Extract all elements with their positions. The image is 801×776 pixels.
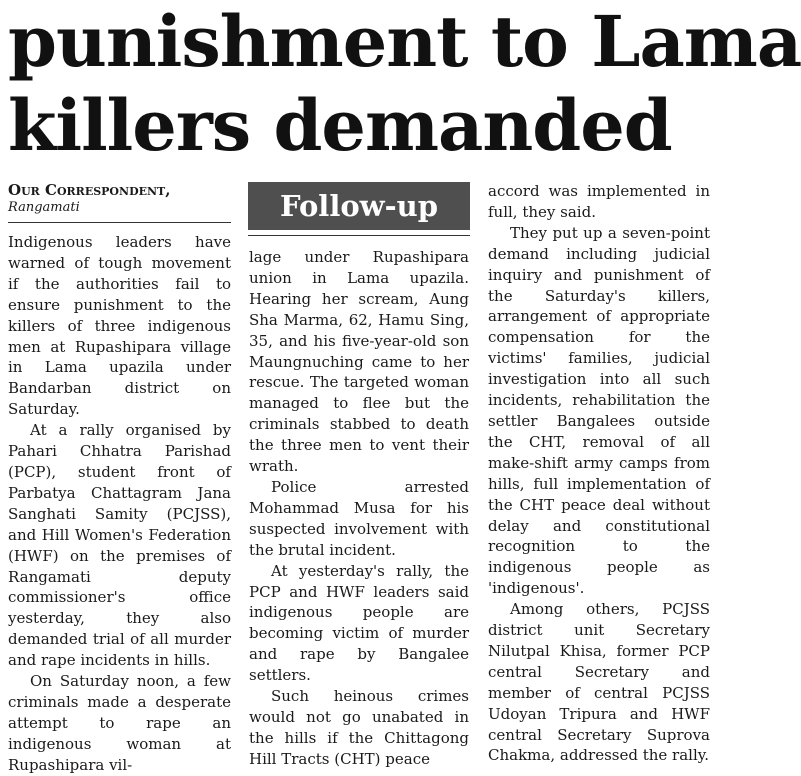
byline <box>8 181 231 223</box>
byline-author: Our Correspondent, <box>8 181 171 199</box>
paragraph: Indigenous leaders have warned of tough movement if the authorities fail to ensure punishment to the killers of three indigenous men at Rupashipara village in Lama upazila under Bandarban district on Saturday. <box>8 233 231 419</box>
article-column-2 <box>249 247 469 770</box>
article-column-1 <box>8 232 231 776</box>
badge-divider <box>248 235 470 236</box>
headline <box>8 0 801 168</box>
paragraph: Such heinous crimes would not go unabated in the hills if the Chittagong Hill Tracts (CHT) peace <box>249 687 469 768</box>
byline-location: Rangamati <box>8 200 80 215</box>
paragraph: accord was implemented in full, they said. <box>488 182 710 221</box>
section-badge: Follow-up <box>248 182 470 230</box>
paragraph: They put up a seven-point demand including judicial inquiry and punishment of the Saturday's killers, arrangement of appropriate compensation for the victims' families, judicial investigation into all such incidents, rehabilitation the settler Bangalees outside the CHT, removal of all make-shift army camps from hills, full implementation of the CHT peace deal without delay and constitutional recognition to the indigenous people as 'indigenous'. <box>488 223 710 598</box>
article-column-3 <box>488 181 710 766</box>
paragraph: At yesterday's rally, the PCP and HWF leaders said indigenous people are becoming victim of murder and rape by Bangalee settlers. <box>249 561 469 685</box>
headline-line-2: killers demanded <box>8 84 672 167</box>
paragraph: On Saturday noon, a few criminals made a desperate attempt to rape an indigenous woman at Rupashipara vil- <box>8 672 231 774</box>
paragraph: lage under Rupashipara union in Lama upazila. Hearing her scream, Aung Sha Marma, 62, Hamu Sing, 35, and his five-year-old son Maungnuching came to her rescue. The targeted woman managed to flee but the criminals stabbed to death the three men to vent their wrath. <box>249 248 469 476</box>
paragraph: Police arrested Mohammad Musa for his suspected involvement with the brutal incident. <box>249 477 469 559</box>
byline-divider <box>8 222 231 223</box>
paragraph: Among others, PCJSS district unit Secretary Nilutpal Khisa, former PCP central Secretary and member of central PCJSS Udoyan Tripura and HWF central Secretary Suprova Chakma, addressed the rally. <box>488 600 710 765</box>
paragraph: At a rally organised by Pahari Chhatra Parishad (PCP), student front of Parbatya Chattagram Jana Sanghati Samity (PCJSS), and Hill Women's Federation (HWF) on the premises of Rangamati deputy commissioner's office yesterday, they also demanded trial of all murder and rape incidents in hills. <box>8 421 231 670</box>
headline-line-1: punishment to Lama <box>8 0 801 83</box>
